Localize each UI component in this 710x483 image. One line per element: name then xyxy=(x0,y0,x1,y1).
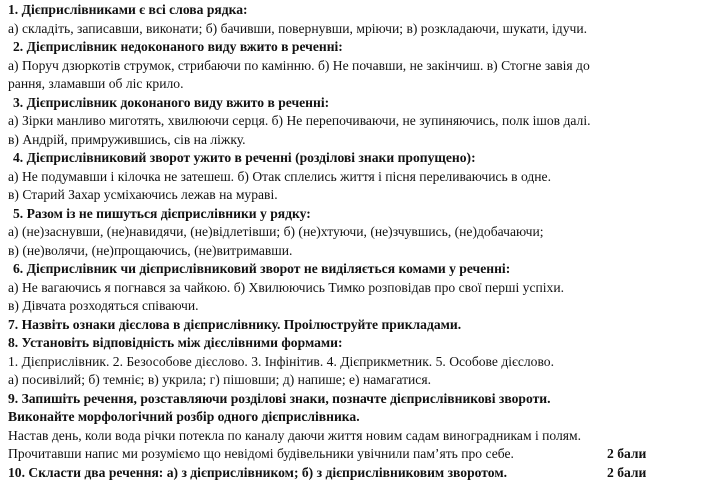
task-6-options-line-1: а) Не вагаючись я погнався за чайкою. б) Хвилюючись Тимко розповідав про свої перші успіхи. xyxy=(8,279,565,295)
task-4-options-line-2: в) Старий Захар усміхаючись лежав на мураві. xyxy=(8,187,278,202)
task-4-heading: 4. Дієприслівниковий зворот ужито в реченні (розділові знаки пропущено): xyxy=(13,150,476,165)
task-2-heading: 2. Дієприслівник недоконаного виду вжито в реченні: xyxy=(13,39,343,54)
task-10-text: 10. Скласти два речення: а) з дієприслівником; б) з дієприслівниковим зворотом. xyxy=(8,464,507,480)
task-9-subheading: Виконайте морфологічний розбір одного дієприслівника. xyxy=(8,409,360,424)
task-8-forms-list: 1. Дієприслівник. 2. Безособове дієслово. 3. Інфінітив. 4. Дієприкметник. 5. Особове дієслово. xyxy=(8,353,554,369)
task-8-words-list: а) посивілий; б) темніє; в) укрила; г) пішовши; д) напише; е) намагатися. xyxy=(8,372,431,387)
task-3-options-line-1: а) Зірки манливо миготять, хвилюючи серця. б) Не перепочиваючи, не зупиняючись, полк ішов далі. xyxy=(8,113,591,128)
task-7-heading: 7. Назвіть ознаки дієслова в дієприслівнику. Проілюструйте прикладами. xyxy=(8,316,462,332)
task-10-heading xyxy=(8,464,700,483)
task-5-heading: 5. Разом із не пишуться дієприслівники у рядку: xyxy=(13,205,311,221)
task-2-options-line-1: а) Поруч дзюркотів струмок, стрибаючи по камінню. б) Не почавши, не закінчиш. в) Стогне завія до xyxy=(8,57,590,73)
task-3-heading: 3. Дієприслівник доконаного виду вжито в реченні: xyxy=(13,94,330,110)
task-9-sentence-1: Настав день, коли вода річки потекла по каналу даючи життя новим садам виноградникам і полям. xyxy=(8,427,582,443)
task-8-heading: 8. Установіть відповідність між дієслівними формами: xyxy=(8,335,343,350)
task-3-options-line-2: в) Андрій, примружившись, сів на ліжку. xyxy=(8,131,246,147)
task-5-options-line-2: в) (не)волячи, (не)прощаючись, (не)витримавши. xyxy=(8,242,293,258)
task-5-options-line-1: а) (не)заснувши, (не)навидячи, (не)відлетівши; б) (не)хтуючи, (не)зчувшись, (не)добачаючи; xyxy=(8,224,544,239)
task-10-score: 2 бали xyxy=(607,464,647,480)
task-6-heading: 6. Дієприслівник чи дієприслівниковий зворот не виділяється комами у реченні: xyxy=(13,261,511,276)
task-9-sentence-2 xyxy=(8,445,700,464)
task-6-options-line-2: в) Дівчата розходяться співаючи. xyxy=(8,298,199,313)
task-9-sentence-2-text: Прочитавши напис ми розуміємо що невідомі будівельники увічнили пам’ять про себе. xyxy=(8,446,514,461)
task-1-heading: 1. Дієприслівниками є всі слова рядка: xyxy=(8,2,248,17)
task-4-options-line-1: а) Не подумавши і кілочка не затешеш. б) Отак сплелись життя і пісня переливаючись в одне. xyxy=(8,168,551,184)
task-1-options: а) складіть, записавши, виконати; б) бачивши, повернувши, мріючи; в) розкладаючи, шукати, ідучи. xyxy=(8,20,588,36)
task-9-score: 2 бали xyxy=(607,446,647,461)
task-2-options-line-2: рання, зламавши об ліс крило. xyxy=(8,76,184,91)
task-9-heading: 9. Запишіть речення, розставляючи розділові знаки, позначте дієприслівникові звороти. xyxy=(8,390,551,406)
